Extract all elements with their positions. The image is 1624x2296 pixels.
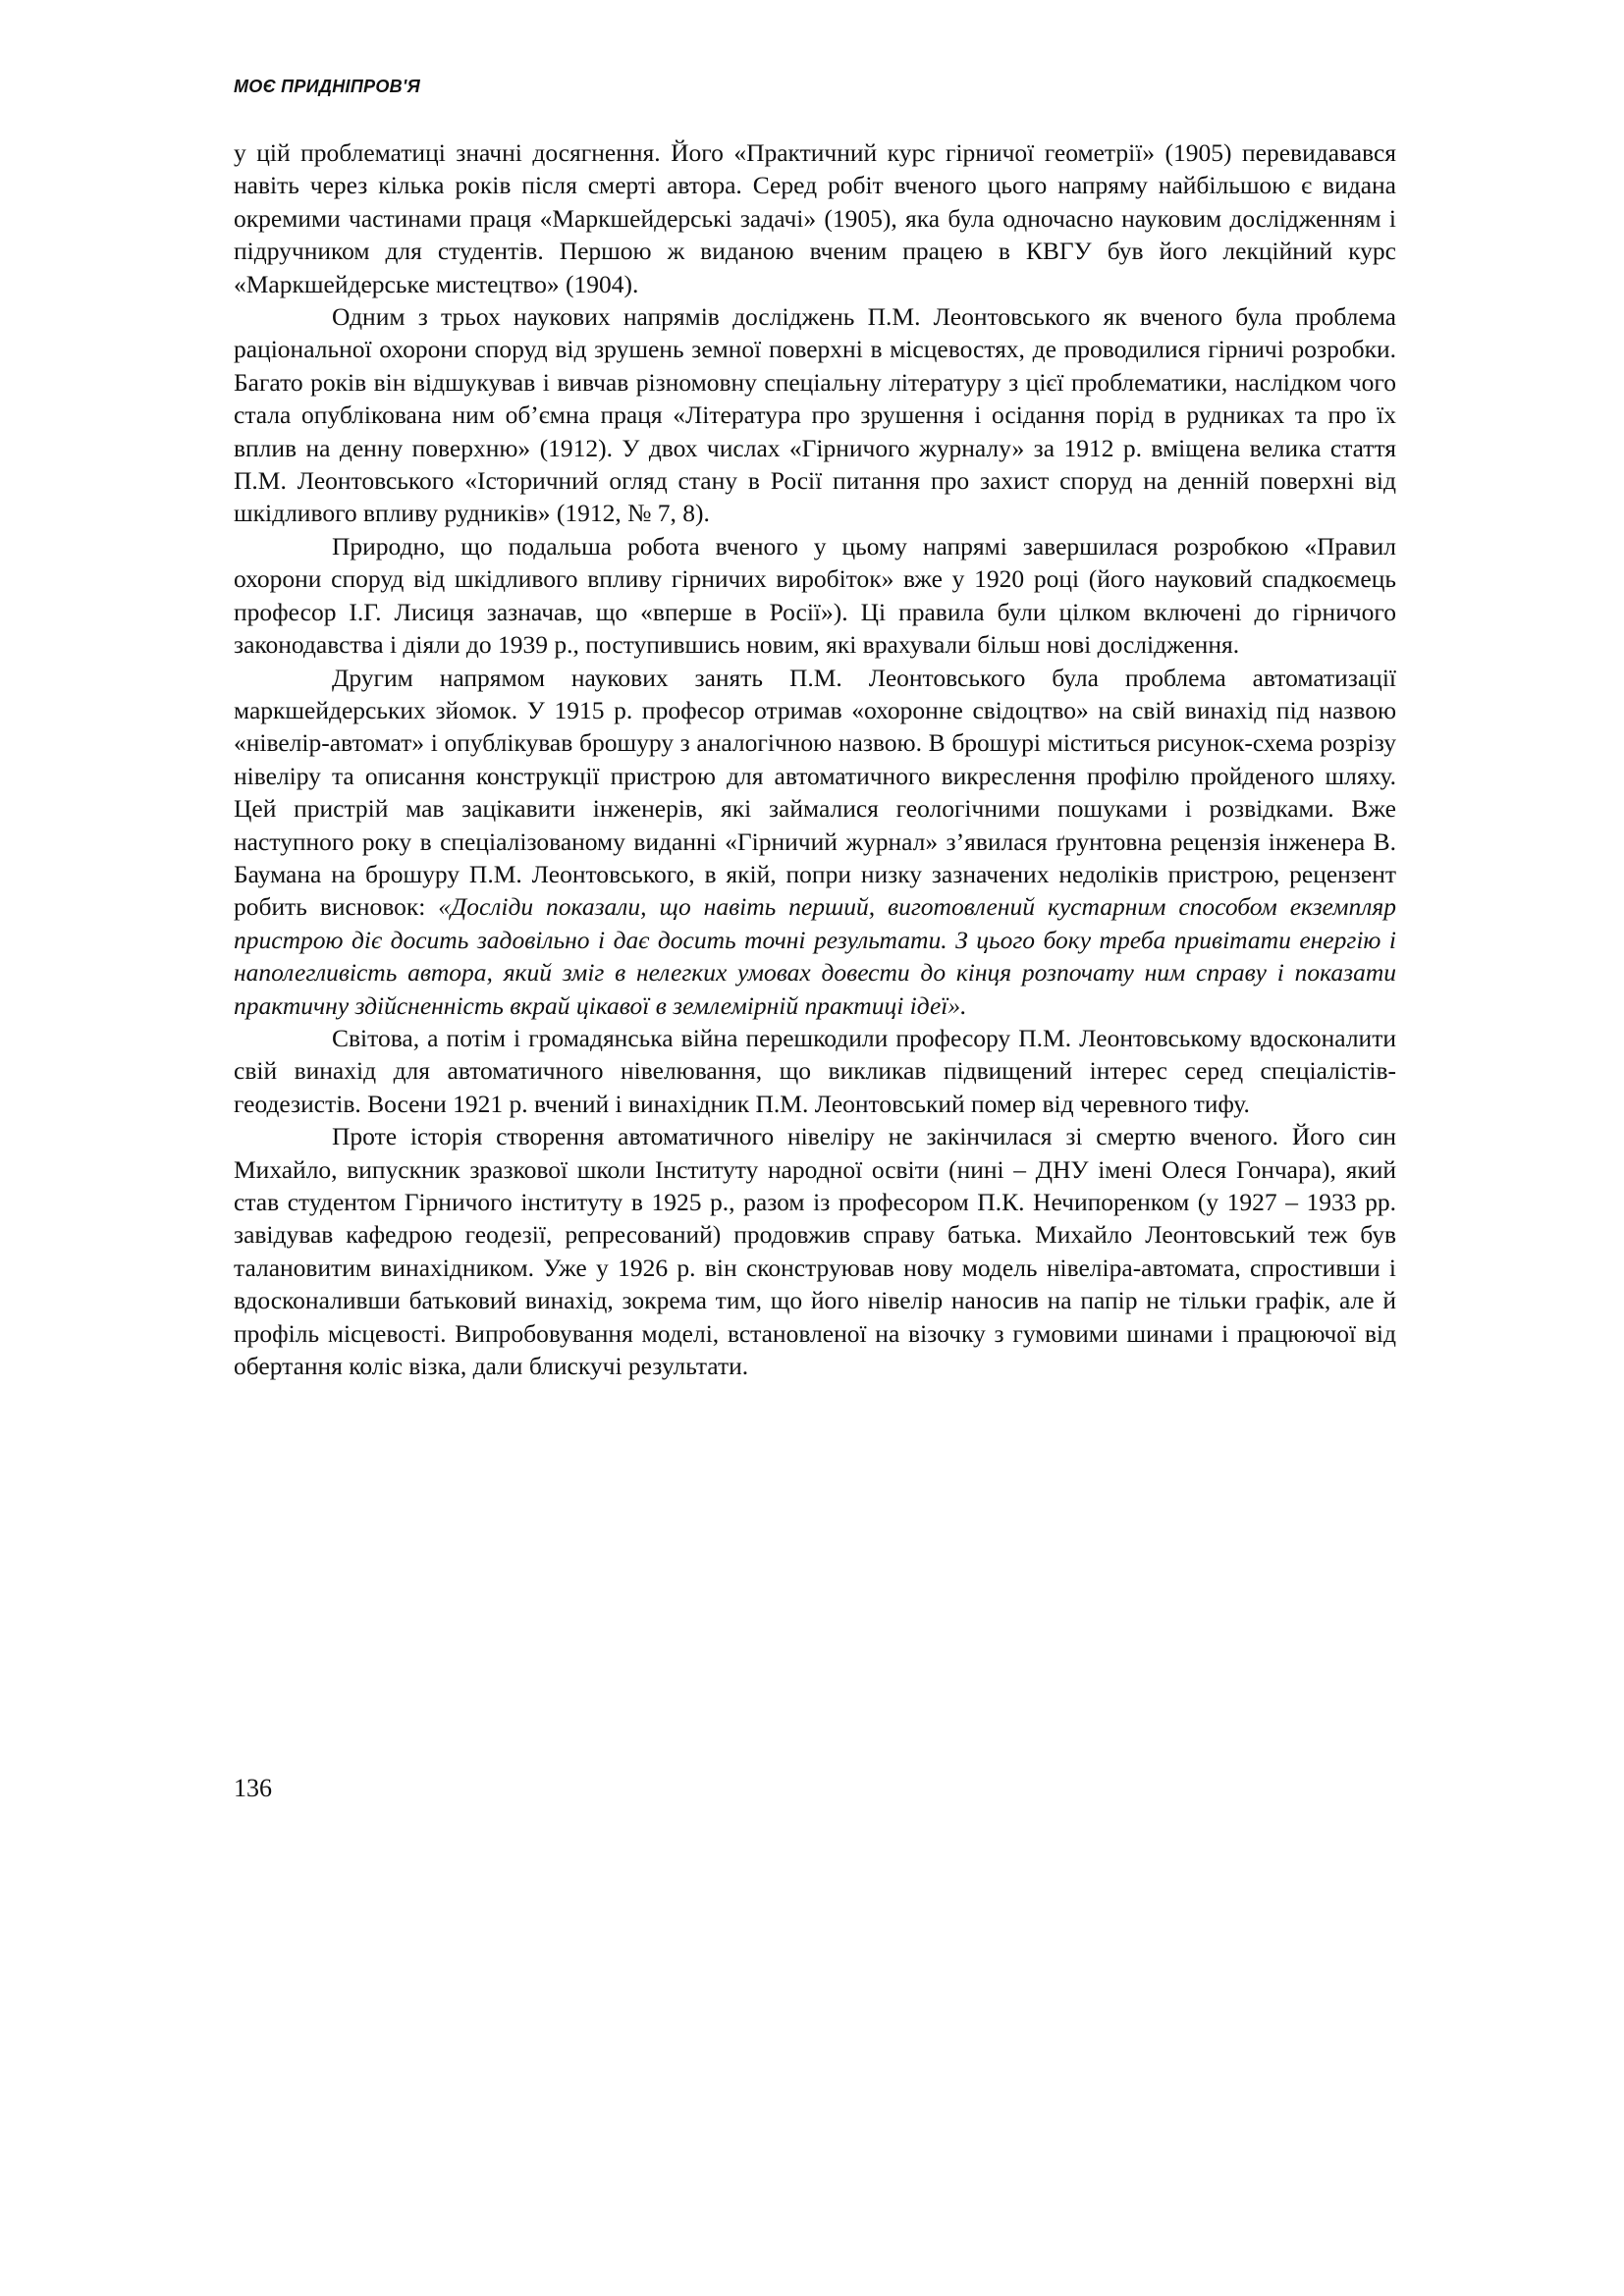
paragraph-5: Світова, а потім і громадянська війна перешкодили професору П.М. Леонтовському вдосконалити свій винахід для автоматичного нівелювання, що викликав підвищений інтерес серед спеціалістів-геодезистів. Восени 1921 р. вчений і винахідник П.М. Леонтовський помер від черевного тифу. bbox=[234, 1023, 1396, 1118]
paragraph-3: Природно, що подальша робота вченого у цьому напрямі завершилася розробкою «Правил охорони споруд від шкідливого впливу гірничих виробіток» вже у 1920 році (його науковий спадкоємець професор І.Г. Лисиця зазначав, що «вперше в Росії»). Ці правила були цілком включені до гірничого законодавства і діяли до 1939 р., поступившись новим, які врахували більш нові дослідження. bbox=[234, 531, 1396, 660]
review-quote: «Досліди показали, що навіть перший, виготовлений кустарним способом екземпляр пристрою діє досить задовільно і дає досить точні результати. З цього боку треба привітати енергію і наполегливість автора, який зміг в нелегких умовах довести до кінця розпочату ним справу і показати практичну здійсненність вкрай цікавої в землемірній практиці ідеї». bbox=[234, 892, 1396, 1020]
running-title: МОЄ ПРИДНІПРОВ'Я bbox=[234, 77, 420, 96]
paragraph-2: Одним з трьох наукових напрямів досліджень П.М. Леонтовського як вченого була проблема раціональної охорони споруд від зрушень земної поверхні в місцевостях, де проводилися гірничі розробки. Багато років він відшукував і вивчав різномовну спеціальну літературу з цієї проблематики, наслідком чого стала опублікована ним об’ємна праця «Література про зрушення і осідання порід в рудниках та про їх вплив на денну поверхню» (1912). У двох числах «Гірничого журналу» за 1912 р. вміщена велика стаття П.М. Леонтовського «Історичний огляд стану в Росії питання про захист споруд на денній поверхні від шкідливого впливу рудників» (1912, № 7, 8). bbox=[234, 302, 1396, 528]
paragraph-4-text: Другим напрямом наукових занять П.М. Леонтовського була проблема автоматизації маркшейдерських зйомок. У 1915 р. професор отримав «охоронне свідоцтво» на свій винахід під назвою «нівелір-автомат» і опублікував брошуру з аналогічною назвою. В брошурі міститься рисунок-схема розрізу нівеліру та описання конструкції пристрою для автоматичного викреслення профілю пройденого шляху. Цей пристрій мав зацікавити інженерів, які займалися геологічними пошуками і розвідками. Вже наступного року в спеціалізованому виданні «Гірничий журнал» з’явилася ґрунтовна рецензія інженера В. Баумана на брошуру П.М. Леонтовського, в якій, попри низку зазначених недоліків пристрою, рецензент робить висновок: bbox=[234, 663, 1396, 922]
article-body bbox=[234, 136, 1396, 1382]
paragraph-6: Проте історія створення автоматичного нівеліру не закінчилася зі смертю вченого. Його син Михайло, випускник зразкової школи Інституту народної освіти (нині – ДНУ імені Олеся Гончара), який став студентом Гірничого інституту в 1925 р., разом із професором П.К. Нечипоренком (у 1927 – 1933 рр. завідував кафедрою геодезії, репресований) продовжив справу батька. Михайло Леонтовський теж був талановитим винахідником. Уже у 1926 р. він сконструював нову модель нівеліра-автомата, спростивши і вдосконаливши батьковий винахід, зокрема тим, що його нівелір наносив на папір не тільки графік, але й профіль місцевості. Випробовування моделі, встановленої на візочку з гумовими шинами і працюючої від обертання коліс візка, дали блискучі результати. bbox=[234, 1122, 1396, 1381]
paragraph-1: у цій проблематиці значні досягнення. Його «Практичний курс гірничої геометрії» (1905) перевидавався навіть через кілька років після смерті автора. Серед робіт вченого цього напряму найбільшою є видана окремими частинами праця «Маркшейдерські задачі» (1905), яка була одночасно науковим дослідженням і підручником для студентів. Першою ж виданою вченим працею в КВГУ був його лекційний курс «Маркшейдерське мистецтво» (1904). bbox=[234, 138, 1396, 298]
paragraph-4 bbox=[234, 662, 1396, 1022]
page-number: 136 bbox=[234, 1774, 272, 1802]
